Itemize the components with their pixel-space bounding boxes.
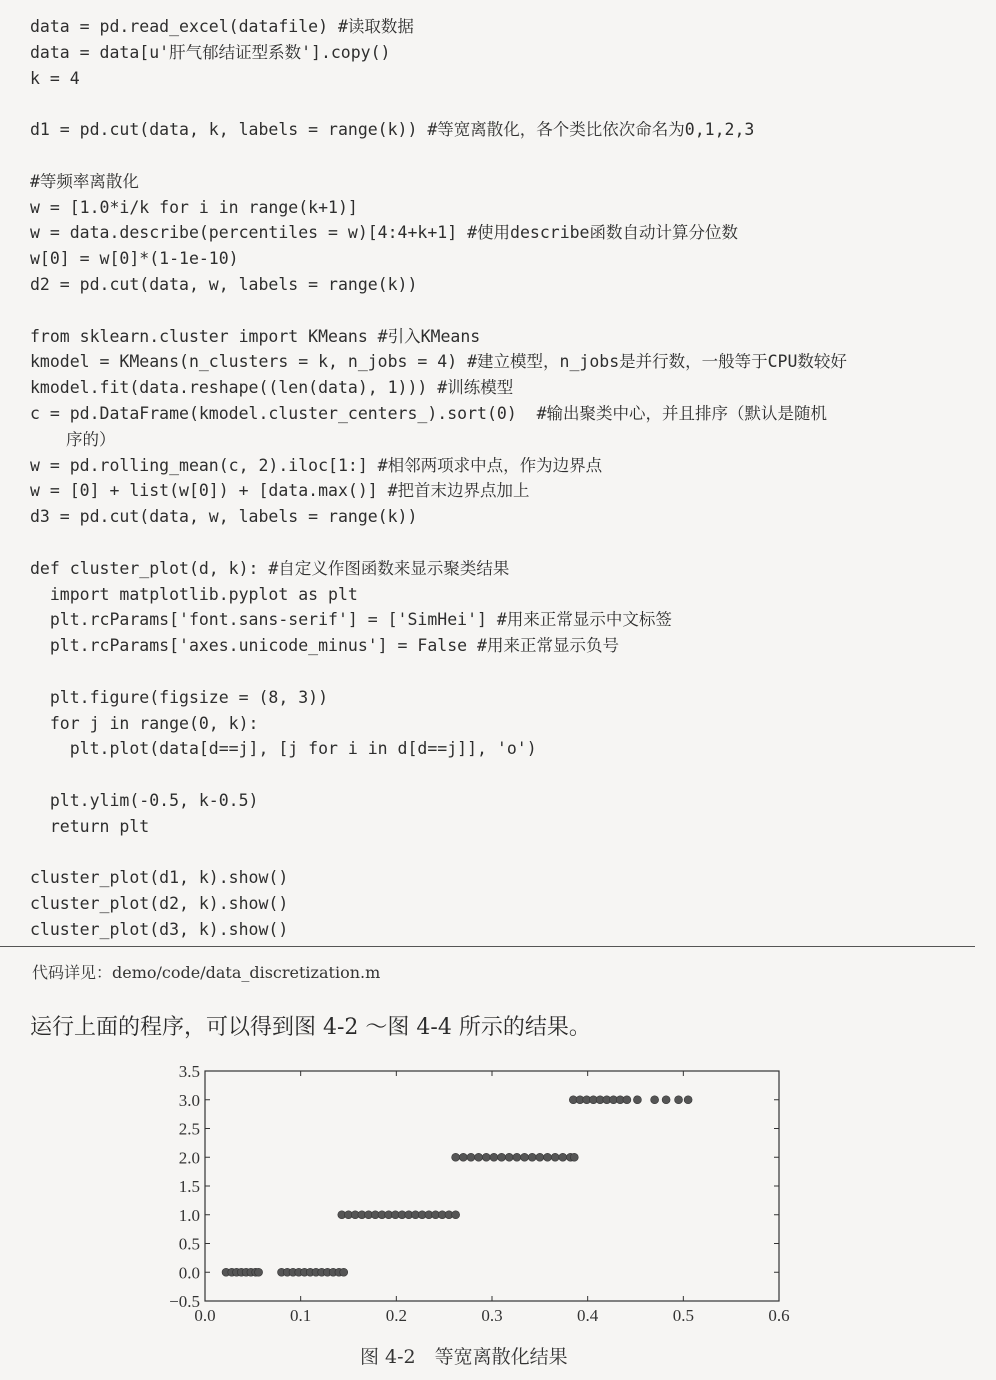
data-point-cluster-3 <box>662 1096 670 1104</box>
figure-caption: 图 4-2 等宽离散化结果 <box>360 1346 568 1368</box>
code-line <box>30 840 980 866</box>
code-listing <box>30 14 980 943</box>
data-point-cluster-2 <box>467 1153 475 1161</box>
y-tick-label: 1.0 <box>178 1205 200 1225</box>
data-point-cluster-2 <box>490 1153 498 1161</box>
code-source-caption: 代码详见：demo/code/data_discretization.m <box>32 963 381 982</box>
x-tick-label: 0.6 <box>768 1306 790 1325</box>
y-tick-label: 1.5 <box>178 1177 200 1196</box>
code-line: cluster_plot(d1, k).show() <box>30 868 289 888</box>
x-tick-label: 0.4 <box>577 1306 599 1325</box>
x-tick-label: 0.5 <box>672 1306 694 1325</box>
data-point-cluster-3 <box>684 1096 692 1104</box>
data-point-cluster-0 <box>255 1268 263 1276</box>
code-line: plt.plot(data[d==j], [j for i in d[d==j]], 'o') <box>30 739 537 759</box>
code-line: w = [1.0*i/k for i in range(k+1)] <box>30 197 358 217</box>
divider <box>0 946 975 947</box>
code-line: w = pd.rolling_mean(c, 2).iloc[1:] #相邻两项求中点，作为边界点 <box>30 455 603 475</box>
code-line: k = 4 <box>30 68 80 88</box>
code-line: from sklearn.cluster import KMeans #引入KMeans <box>30 326 481 346</box>
code-line: d1 = pd.cut(data, k, labels = range(k)) #等宽离散化，各个类比依次命名为0,1,2,3 <box>30 120 755 140</box>
data-point-cluster-3 <box>633 1096 641 1104</box>
code-line: return plt <box>30 816 150 836</box>
code-line: def cluster_plot(d, k): #自定义作图函数来显示聚类结果 <box>30 558 510 578</box>
data-point-cluster-2 <box>559 1153 567 1161</box>
data-point-cluster-2 <box>551 1153 559 1161</box>
code-line: kmodel.fit(data.reshape((len(data), 1))) #训练模型 <box>30 378 514 398</box>
code-line: w = [0] + list(w[0]) + [data.max()] #把首末边界点加上 <box>30 481 530 501</box>
data-point-cluster-2 <box>498 1153 506 1161</box>
data-point-cluster-2 <box>543 1153 551 1161</box>
data-point-cluster-2 <box>452 1153 460 1161</box>
y-tick-label: 3.5 <box>178 1062 200 1081</box>
code-line: cluster_plot(d3, k).show() <box>30 919 289 939</box>
code-line: import matplotlib.pyplot as plt <box>30 584 358 604</box>
data-point-cluster-1 <box>452 1211 460 1219</box>
y-tick-label: 3.0 <box>178 1090 200 1110</box>
y-tick-label: 0.5 <box>178 1234 200 1254</box>
x-tick-label: 0.1 <box>290 1306 312 1325</box>
code-line: plt.rcParams['font.sans-serif'] = ['SimHei'] #用来正常显示中文标签 <box>30 610 672 630</box>
data-point-cluster-2 <box>475 1153 483 1161</box>
data-point-cluster-3 <box>651 1096 659 1104</box>
y-tick-label: 0.0 <box>178 1263 200 1283</box>
code-line: data = pd.read_excel(datafile) #读取数据 <box>30 17 414 36</box>
y-tick-label: 2.0 <box>178 1148 200 1168</box>
data-point-cluster-2 <box>513 1153 521 1161</box>
code-line <box>30 91 980 117</box>
code-line: d3 = pd.cut(data, w, labels = range(k)) <box>30 507 418 527</box>
data-point-cluster-2 <box>570 1153 578 1161</box>
code-line: data = data[u'肝气郁结证型系数'].copy() <box>30 42 391 62</box>
x-tick-label: 0.2 <box>385 1306 407 1325</box>
code-line: w[0] = w[0]*(1-1e-10) <box>30 249 239 269</box>
code-line <box>30 530 980 556</box>
code-line: #等频率离散化 <box>30 171 139 191</box>
data-point-cluster-2 <box>459 1153 467 1161</box>
data-point-cluster-2 <box>528 1153 536 1161</box>
data-point-cluster-2 <box>482 1153 490 1161</box>
data-point-cluster-3 <box>623 1096 631 1104</box>
code-line: kmodel = KMeans(n_clusters = k, n_jobs = 4) #建立模型，n_jobs是并行数，一般等于CPU数较好 <box>30 352 847 372</box>
code-line: plt.ylim(-0.5, k-0.5) <box>30 790 259 810</box>
code-line: plt.rcParams['axes.unicode_minus'] = False #用来正常显示负号 <box>30 636 619 656</box>
plot-frame <box>205 1071 779 1301</box>
y-tick-label: −0.5 <box>169 1292 200 1311</box>
code-line: 序的） <box>66 429 116 449</box>
code-line: cluster_plot(d2, k).show() <box>30 894 289 914</box>
x-tick-label: 0.0 <box>194 1306 216 1325</box>
data-point-cluster-0 <box>340 1268 348 1276</box>
code-line <box>30 298 980 324</box>
code-line <box>30 762 980 788</box>
x-tick-label: 0.3 <box>481 1306 503 1325</box>
code-line: d2 = pd.cut(data, w, labels = range(k)) <box>30 274 418 294</box>
y-tick-label: 2.5 <box>178 1119 200 1139</box>
code-line: plt.figure(figsize = (8, 3)) <box>30 687 329 707</box>
data-point-cluster-2 <box>536 1153 544 1161</box>
code-line <box>30 659 980 685</box>
code-line: w = data.describe(percentiles = w)[4:4+k+1] #使用describe函数自动计算分位数 <box>30 223 738 243</box>
scatter-chart <box>150 1055 810 1335</box>
code-line: c = pd.DataFrame(kmodel.cluster_centers_).sort(0) #输出聚类中心，并且排序（默认是随机 <box>30 403 828 423</box>
data-point-cluster-2 <box>505 1153 513 1161</box>
body-paragraph: 运行上面的程序，可以得到图 4-2 ～图 4-4 所示的结果。 <box>30 1015 591 1040</box>
code-line <box>30 143 980 169</box>
data-point-cluster-3 <box>675 1096 683 1104</box>
code-line: for j in range(0, k): <box>30 713 259 733</box>
data-point-cluster-2 <box>521 1153 529 1161</box>
